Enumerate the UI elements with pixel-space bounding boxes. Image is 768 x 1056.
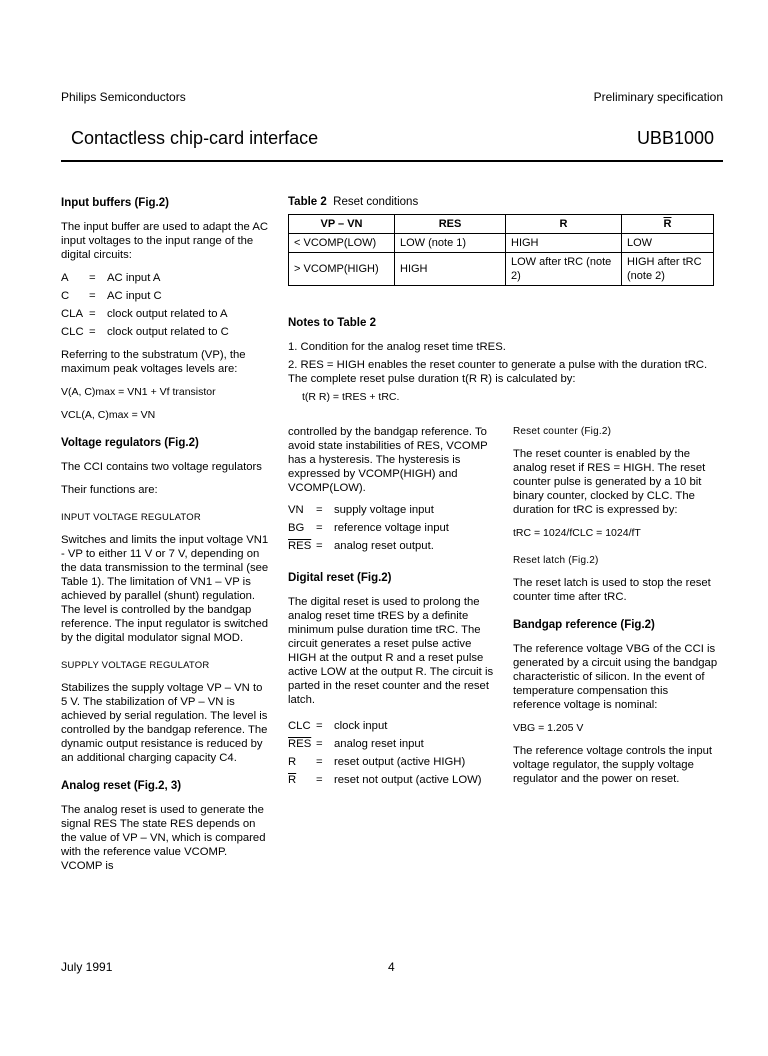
def-row: $\overline{R}$ = reset not output (active LOW) (288, 774, 482, 786)
table-header-row (289, 215, 714, 234)
table-row: < VCOMP(LOW) LOW (note 1) HIGH LOW (289, 234, 714, 253)
bandgap-equation: VBG = 1.205 V (513, 722, 584, 734)
input-buffers-intro: The input buffer are used to adapt the AC input voltages to the input range of the digital circuits: (61, 221, 269, 261)
def-row: $\overline{RES}$ = analog reset input (288, 738, 424, 750)
digital-reset-text: The digital reset is used to prolong the analog reset time tRES by a definite minimum pulse duration time tRC. The circuit generates a reset pulse active HIGH at the output R and a reset pulse active LOW at the output R. The circuit is parted in the reset counter and the reset latch. (288, 596, 494, 706)
analog-reset-text: The analog reset is used to generate the signal RES The state RES depends on the value of VP – VN, which is compared with the reference value VCOMP. VCOMP is (61, 804, 266, 872)
digital-reset-heading: Digital reset (Fig.2) (288, 572, 392, 584)
bandgap-text-2: The reference voltage controls the input voltage regulator, the supply voltage regulator and the power on reset. (513, 745, 713, 785)
left-column (61, 196, 271, 882)
analog-reset-continued: controlled by the bandgap reference. To avoid state instabilities of RES, VCOMP has a hysteresis. The hysteresis is expressed by VCOMP(HIGH) and VCOMP(LOW). (288, 426, 488, 494)
company-name: Philips Semiconductors (61, 90, 186, 104)
footer-date: July 1991 (61, 960, 113, 974)
equation-vmax: V(A, C)max = VN1 + Vf transistor (61, 386, 216, 398)
col-header: R (506, 215, 622, 234)
analog-reset-heading: Analog reset (Fig.2, 3) (61, 780, 182, 792)
reset-counter-heading: Reset counter (Fig.2) (513, 426, 612, 437)
col-header: VP – VN (289, 215, 395, 234)
note-1: 1. Condition for the analog reset time tRES. (288, 341, 506, 353)
def-row: CLC = clock input (288, 720, 388, 732)
vr-paragraph-1: The CCI contains two voltage regulators (61, 461, 262, 473)
substratum-text: Referring to the substratum (VP), the maximum peak voltages levels are: (61, 349, 246, 375)
vr-paragraph-2: Their functions are: (61, 484, 158, 496)
reset-counter-text: The reset counter is enabled by the analog reset if RES = HIGH. The reset counter pulse is generated by a 10 bit binary counter, clocked by CLC. The duration for tRC is expressed by: (513, 448, 706, 516)
document-status: Preliminary specification (593, 90, 723, 104)
table-notes (288, 316, 718, 408)
middle-column (288, 425, 498, 791)
page-number: 4 (388, 960, 395, 974)
def-row: BG = reference voltage input (288, 522, 449, 534)
def-row: $\overline{RES}$ = analog reset output. (288, 540, 434, 552)
right-column (513, 425, 718, 795)
input-regulator-text: Switches and limits the input voltage VN1 - VP to either 11 V or 7 V, depending on the data transmission to the terminal (see Table 1). The limitation of VN1 – VP is achieved by parallel (shunt) regulation. The level is controlled by the bandgap reference. The input regulator is switched by the digital modulator signal MOD. (61, 534, 269, 644)
def-row: A = AC input A (61, 272, 161, 284)
reset-conditions-table (288, 214, 714, 286)
def-row: R = reset output (active HIGH) (288, 756, 466, 768)
note-2: 2. RES = HIGH enables the reset counter to generate a pulse with the duration tRC. The complete reset pulse duration t(R R) is calculated by: (288, 359, 708, 385)
table-row: > VCOMP(HIGH) HIGH LOW after tRC (note 2) HIGH after tRC (note 2) (289, 253, 714, 286)
header-rule (61, 160, 723, 162)
supply-regulator-text: Stabilizes the supply voltage VP – VN to 5 V. The stabilization of VP – VN is achieved by serial regulation. The level is controlled by the bandgap reference. The dynamic output resistance is reduced by an additional charging capacity C4. (61, 682, 268, 764)
reset-latch-text: The reset latch is used to stop the reset counter time after tRC. (513, 577, 711, 603)
notes-heading: Notes to Table 2 (288, 317, 376, 329)
input-buffers-heading: Input buffers (Fig.2) (61, 197, 169, 209)
voltage-regulators-heading: Voltage regulators (Fig.2) (61, 437, 199, 449)
col-header: RES (395, 215, 506, 234)
table-caption: Table 2 Reset conditions (288, 196, 419, 208)
reset-counter-equation: tRC = 1024/fCLC = 1024/fT (513, 527, 641, 539)
input-regulator-heading: INPUT VOLTAGE REGULATOR (61, 512, 201, 523)
equation-vclmax: VCL(A, C)max = VN (61, 409, 156, 421)
bandgap-text: The reference voltage VBG of the CCI is generated by a circuit using the bandgap characteristic of silicon. In the event of temperature compensation this reference voltage is nominal: (513, 643, 718, 711)
col-header: $\overline{R}$ (622, 215, 714, 234)
supply-regulator-heading: SUPPLY VOLTAGE REGULATOR (61, 660, 210, 671)
def-row: CLA = clock output related to A (61, 308, 228, 320)
def-row: CLC = clock output related to C (61, 326, 229, 338)
def-row: C = AC input C (61, 290, 162, 302)
document-title: Contactless chip-card interface (71, 128, 319, 148)
reset-latch-heading: Reset latch (Fig.2) (513, 555, 599, 566)
bandgap-heading: Bandgap reference (Fig.2) (513, 619, 655, 631)
note-2-equation: t(R R) = tRES + tRC. (302, 391, 400, 403)
def-row: VN = supply voltage input (288, 504, 434, 516)
part-number: UBB1000 (636, 128, 714, 148)
